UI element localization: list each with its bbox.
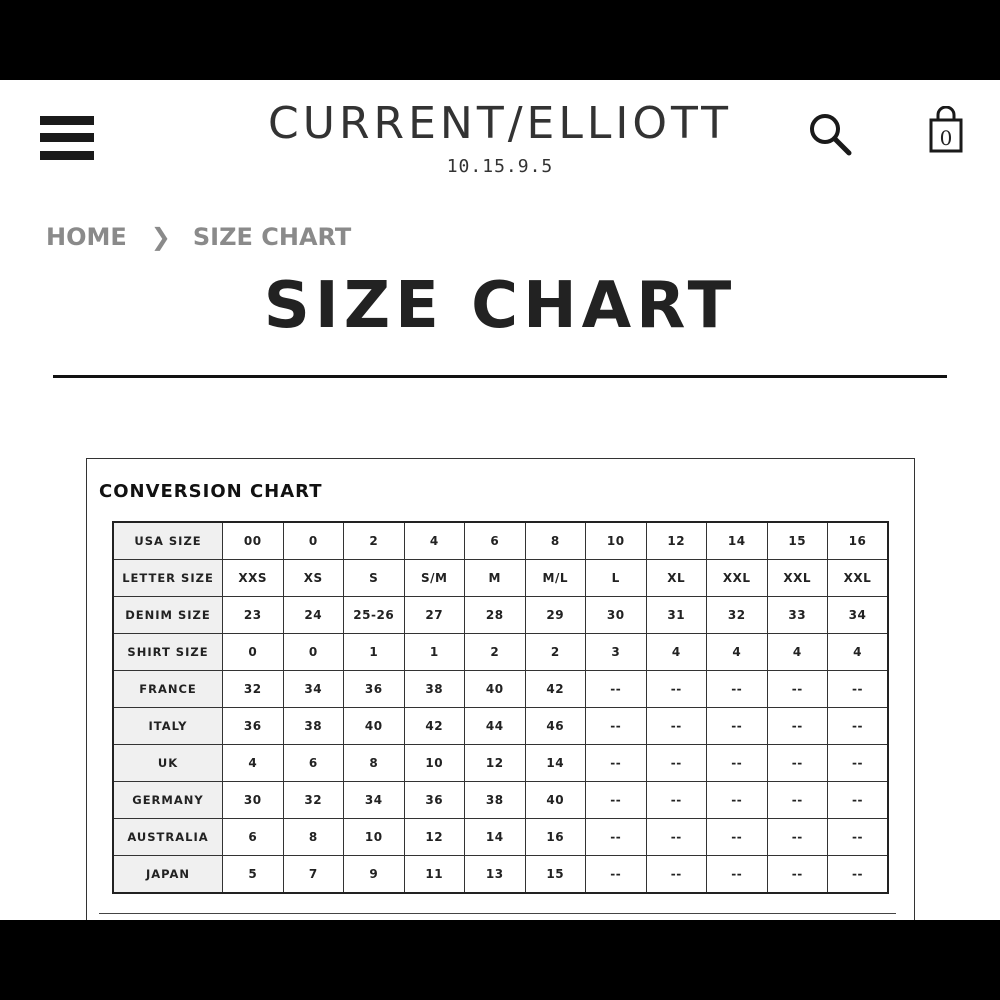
table-cell: 4 (707, 634, 768, 671)
table-cell: 36 (404, 782, 465, 819)
table-cell: XL (646, 560, 707, 597)
table-cell: 16 (525, 819, 586, 856)
table-cell: -- (767, 856, 828, 894)
table-cell: 0 (223, 634, 284, 671)
table-cell: 32 (223, 671, 284, 708)
table-cell: -- (646, 782, 707, 819)
table-cell: 1 (404, 634, 465, 671)
chevron-right-icon: ❯ (150, 223, 171, 251)
table-cell: -- (707, 856, 768, 894)
table-cell: 12 (465, 745, 526, 782)
table-cell: 11 (404, 856, 465, 894)
table-row (113, 597, 888, 634)
table-cell: 4 (828, 634, 889, 671)
table-cell: 10 (344, 819, 405, 856)
row-header: FRANCE (113, 671, 223, 708)
table-cell: 4 (767, 634, 828, 671)
size-conversion-table (112, 521, 889, 894)
table-cell: 30 (223, 782, 284, 819)
table-cell: 23 (223, 597, 284, 634)
table-cell: 8 (525, 522, 586, 560)
table-cell: -- (586, 671, 647, 708)
table-cell: 14 (707, 522, 768, 560)
table-cell: 42 (525, 671, 586, 708)
table-cell: 8 (283, 819, 344, 856)
table-cell: 6 (283, 745, 344, 782)
table-cell: 16 (828, 522, 889, 560)
table-cell: -- (707, 745, 768, 782)
table-cell: 27 (404, 597, 465, 634)
table-cell: -- (586, 856, 647, 894)
table-cell: 14 (525, 745, 586, 782)
table-cell: M/L (525, 560, 586, 597)
table-cell: -- (767, 708, 828, 745)
table-cell: XXS (223, 560, 284, 597)
table-cell: 2 (344, 522, 405, 560)
hamburger-icon[interactable] (40, 116, 94, 160)
table-cell: 10 (404, 745, 465, 782)
table-cell: 28 (465, 597, 526, 634)
table-cell: -- (586, 745, 647, 782)
table-cell: 9 (344, 856, 405, 894)
row-header: ITALY (113, 708, 223, 745)
table-cell: -- (646, 708, 707, 745)
table-cell: -- (586, 708, 647, 745)
table-cell: 8 (344, 745, 405, 782)
menu-bar (40, 133, 94, 142)
table-cell: 33 (767, 597, 828, 634)
table-cell: XXL (707, 560, 768, 597)
breadcrumb-current: SIZE CHART (192, 223, 352, 251)
table-cell: -- (828, 745, 889, 782)
table-cell: XXL (767, 560, 828, 597)
cart-count-badge: 0 (939, 126, 953, 150)
table-cell: 25-26 (344, 597, 405, 634)
search-icon[interactable] (806, 110, 854, 158)
menu-bar (40, 151, 94, 160)
table-cell: S (344, 560, 405, 597)
table-cell: -- (767, 819, 828, 856)
page-title: SIZE CHART (263, 269, 737, 343)
breadcrumb (46, 220, 351, 254)
table-cell: 12 (404, 819, 465, 856)
row-header: DENIM SIZE (113, 597, 223, 634)
table-cell: 7 (283, 856, 344, 894)
table-cell: -- (707, 782, 768, 819)
table-cell: -- (828, 708, 889, 745)
table-cell: 3 (586, 634, 647, 671)
table-cell: -- (586, 782, 647, 819)
table-cell: 32 (707, 597, 768, 634)
table-cell: 00 (223, 522, 284, 560)
table-row (113, 560, 888, 597)
brand-logo-subtitle: 10.15.9.5 (446, 156, 554, 177)
table-cell: 38 (465, 782, 526, 819)
table-cell: XS (283, 560, 344, 597)
table-cell: -- (646, 671, 707, 708)
table-cell: 2 (525, 634, 586, 671)
breadcrumb-home-link[interactable]: HOME (46, 223, 127, 251)
table-cell: 4 (223, 745, 284, 782)
menu-bar (40, 116, 94, 125)
table-cell: 36 (344, 671, 405, 708)
table-cell: -- (646, 819, 707, 856)
table-cell: 4 (646, 634, 707, 671)
table-cell: 30 (586, 597, 647, 634)
table-cell: -- (707, 708, 768, 745)
table-cell: 13 (465, 856, 526, 894)
table-cell: 15 (767, 522, 828, 560)
table-cell: 10 (586, 522, 647, 560)
table-cell: 6 (223, 819, 284, 856)
table-cell: 2 (465, 634, 526, 671)
table-row (113, 856, 888, 894)
row-header: UK (113, 745, 223, 782)
table-cell: 24 (283, 597, 344, 634)
row-header: GERMANY (113, 782, 223, 819)
table-cell: -- (828, 782, 889, 819)
table-cell: 5 (223, 856, 284, 894)
table-cell: 34 (344, 782, 405, 819)
table-row (113, 708, 888, 745)
table-cell: 1 (344, 634, 405, 671)
table-cell: 34 (828, 597, 889, 634)
brand-logo[interactable]: CURRENT/ELLIOTT (268, 98, 732, 149)
table-row (113, 819, 888, 856)
table-cell: -- (707, 671, 768, 708)
table-row (113, 671, 888, 708)
title-divider (53, 375, 947, 378)
table-cell: -- (767, 782, 828, 819)
table-cell: -- (646, 856, 707, 894)
table-row (113, 745, 888, 782)
table-cell: S/M (404, 560, 465, 597)
table-row (113, 634, 888, 671)
table-cell: -- (767, 671, 828, 708)
table-cell: -- (828, 856, 889, 894)
table-cell: -- (828, 819, 889, 856)
table-cell: 31 (646, 597, 707, 634)
table-cell: 15 (525, 856, 586, 894)
table-row (113, 782, 888, 819)
table-cell: 4 (404, 522, 465, 560)
table-cell: -- (586, 819, 647, 856)
table-row (113, 522, 888, 560)
table-cell: L (586, 560, 647, 597)
table-cell: XXL (828, 560, 889, 597)
table-cell: 34 (283, 671, 344, 708)
table-cell: -- (707, 819, 768, 856)
table-cell: 40 (525, 782, 586, 819)
table-cell: 46 (525, 708, 586, 745)
row-header: LETTER SIZE (113, 560, 223, 597)
table-cell: -- (646, 745, 707, 782)
table-cell: 32 (283, 782, 344, 819)
table-cell: -- (767, 745, 828, 782)
row-header: SHIRT SIZE (113, 634, 223, 671)
table-cell: 29 (525, 597, 586, 634)
table-cell: 0 (283, 634, 344, 671)
table-cell: 42 (404, 708, 465, 745)
shopping-bag-icon[interactable] (928, 106, 964, 154)
table-cell: 6 (465, 522, 526, 560)
table-cell: 44 (465, 708, 526, 745)
row-header: USA SIZE (113, 522, 223, 560)
row-header: AUSTRALIA (113, 819, 223, 856)
table-cell: 40 (344, 708, 405, 745)
table-cell: 36 (223, 708, 284, 745)
table-cell: M (465, 560, 526, 597)
table-cell: 38 (283, 708, 344, 745)
table-cell: 12 (646, 522, 707, 560)
conversion-chart-panel (86, 458, 915, 920)
table-cell: 14 (465, 819, 526, 856)
table-cell: 0 (283, 522, 344, 560)
row-header: JAPAN (113, 856, 223, 894)
conversion-chart-heading: CONVERSION CHART (99, 481, 323, 502)
page (0, 80, 1000, 920)
panel-divider (99, 913, 896, 914)
table-cell: -- (828, 671, 889, 708)
table-cell: 38 (404, 671, 465, 708)
table-cell: 40 (465, 671, 526, 708)
